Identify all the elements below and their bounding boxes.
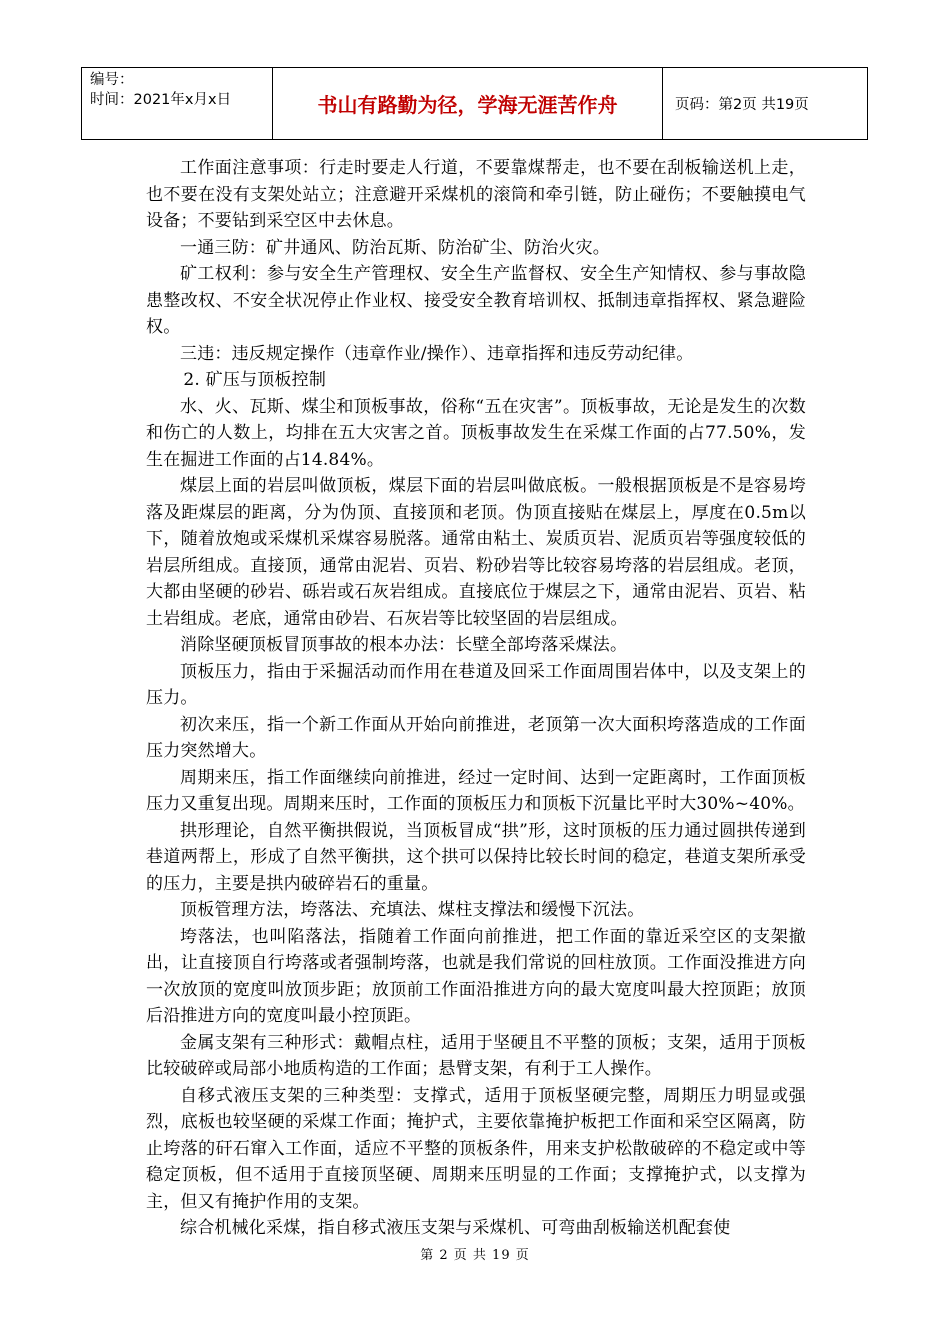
paragraph-metal-supports: 金属支架有三种形式：戴帽点柱，适用于坚硬且不平整的顶板；支架，适用于顶板比较破碎或局部小地质构造的工作面；悬臂支架，有利于工人操作。 [146,1032,806,1079]
paragraph-roof-floor: 煤层上面的岩层叫做顶板，煤层下面的岩层叫做底板。一般根据顶板是不是容易垮落及距煤层的距离，分为伪顶、直接顶和老顶。伪顶直接贴在煤层上，厚度在0.5m以下，随着放炮或采煤机采煤容易脱落。通常由粘土、炭质页岩、泥质页岩等强度较低的岩层所组成。直接顶，通常由泥岩、页岩、粉砂岩等比较容易垮落的岩层组成。老顶，大都由坚硬的砂岩、砾岩或石灰岩组成。直接底位于煤层之下，通常由泥岩、页岩、粘土岩组成。老底，通常由砂岩、石灰岩等比较坚固的岩层组成。 [146,476,806,629]
document-number: 编号： [90,72,134,88]
paragraph-mechanized-mining: 综合机械化采煤，指自移式液压支架与采煤机、可弯曲刮板输送机配套使 [180,1218,731,1238]
header-page-info: 页码：第2页 共19页 [675,97,809,113]
paragraph-first-weighting: 初次来压，指一个新工作面从开始向前推进，老顶第一次大面积垮落造成的工作面压力突然增大。 [146,714,806,761]
header-left-cell [82,68,273,139]
paragraph-roof-pressure: 顶板压力，指由于采掘活动而作用在巷道及回采工作面周围岩体中，以及支架上的压力。 [146,661,806,708]
paragraph-one-ventilation-three-prevention: 一通三防：矿井通风、防治瓦斯、防治矿尘、防治火灾。 [180,237,610,258]
paragraph-caving-method: 垮落法，也叫陷落法，指随着工作面向前推进，把工作面的靠近采空区的支架撤出，让直接顶自行垮落或者强制垮落，也就是我们常说的回柱放顶。工作面没推进方向一次放顶的宽度叫放顶步距；放顶前工作面沿推进方向的最大宽度叫最大控顶距；放顶后沿推进方向的宽度叫最小控顶距。 [146,926,806,1026]
document-body [146,155,806,1242]
paragraph-miner-rights: 矿工权利：参与安全生产管理权、安全生产监督权、安全生产知情权、参与事故隐患整改权、不安全状况停止作业权、接受安全教育培训权、抵制违章指挥权、紧急避险权。 [146,264,806,337]
paragraph-hydraulic-supports: 自移式液压支架的三种类型：支撑式，适用于顶板坚硬完整，周期压力明显或强烈，底板也较坚硬的采煤工作面；掩护式，主要依靠掩护板把工作面和采空区隔离，防止垮落的矸石窜入工作面，适应不平整的顶板条件，用来支护松散破碎的不稳定或中等稳定顶板，但不适用于直接顶坚硬、周期来压明显的工作面；支撑掩护式，以支撑为主，但又有掩护作用的支架。 [146,1085,806,1212]
page-header [81,67,868,140]
paragraph-periodic-weighting: 周期来压，指工作面继续向前推进，经过一定时间、达到一定距离时，工作面顶板压力又重复出现。周期来压时，工作面的顶板压力和顶板下沉量比平时大30%~40%。 [146,767,806,814]
paragraph-roof-management: 顶板管理方法，垮落法、充填法、煤柱支撑法和缓慢下沉法。 [180,900,645,920]
page-footer: 第 2 页 共 19 页 [420,1248,530,1263]
header-motto: 书山有路勤为径，学海无涯苦作舟 [273,68,663,139]
document-date: 时间：2021年x月x日 [90,92,232,108]
section-heading: 2. 矿压与顶板控制 [183,370,327,390]
paragraph-three-violations: 三违：违反规定操作（违章作业/操作）、违章指挥和违反劳动纪律。 [180,343,694,364]
paragraph-hard-roof: 消除坚硬顶板冒顶事故的根本办法：长壁全部垮落采煤法。 [180,635,628,655]
paragraph-arch-theory: 拱形理论，自然平衡拱假说，当顶板冒成“拱”形，这时顶板的压力通过圆拱传递到巷道两帮上，形成了自然平衡拱，这个拱可以保持比较长时间的稳定，巷道支架所承受的压力，主要是拱内破碎岩石的重量。 [146,820,806,894]
paragraph-work-face-notes: 工作面注意事项：行走时要走人行道，不要靠煤帮走，也不要在刮板输送机上走，也不要在没有支架处站立；注意避开采煤机的滚筒和牵引链，防止碰伤；不要触摸电气设备；不要钻到采空区中去休息。 [146,158,806,231]
paragraph-five-disasters: 水、火、瓦斯、煤尘和顶板事故，俗称“五在灾害”。顶板事故，无论是发生的次数和伤亡的人数上，均排在五大灾害之首。顶板事故发生在采煤工作面的占77.50%，发生在掘进工作面的占14.84%。 [146,396,806,470]
